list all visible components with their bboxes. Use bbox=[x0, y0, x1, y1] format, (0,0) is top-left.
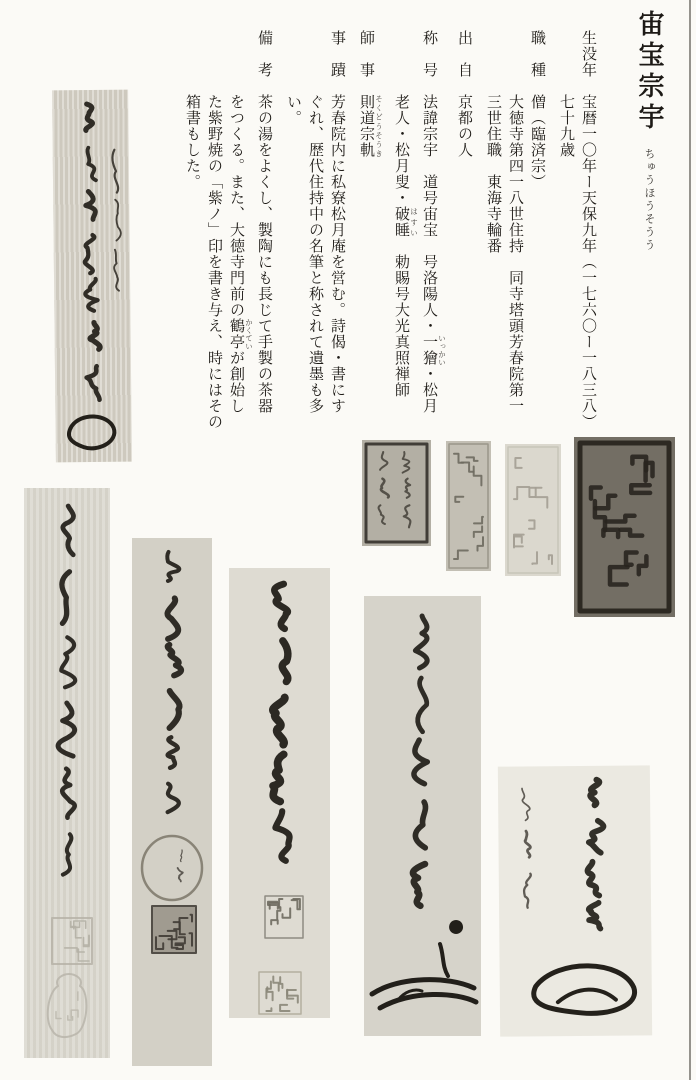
page-title-reading: ちゅうほうそうう bbox=[643, 148, 656, 252]
entry-heading bbox=[631, 10, 668, 252]
entry-column: 三世住職 東海寺輪番 bbox=[485, 94, 503, 254]
entry-column: をつくる。また、大徳寺門前の鶴亭かくていが創始し bbox=[228, 94, 254, 414]
entry-column: た紫野焼の「紫ノ」印を書き与え、時にはその bbox=[206, 94, 224, 430]
calligraphy-scroll-2 bbox=[132, 538, 212, 1066]
entry-column: 称 号 法諱宗宇 道号宙宝 号洛陽人・一獪いっかい・松月 bbox=[421, 30, 447, 414]
box-inscription-image bbox=[52, 90, 132, 463]
calligraphy-scroll-1 bbox=[24, 488, 110, 1058]
page-edge-line bbox=[689, 0, 691, 1080]
calligraphy-scroll-4 bbox=[364, 596, 481, 1036]
seal-strokes bbox=[446, 441, 491, 571]
entry-column: い。 bbox=[285, 94, 303, 126]
entry-column: 老人・松月叟・破睡はすい 勅賜号大光真照禅師 bbox=[393, 94, 419, 398]
calligraphy-scroll-3 bbox=[229, 568, 330, 1018]
seal-strokes bbox=[362, 440, 431, 546]
seal-impression-3 bbox=[505, 444, 561, 576]
seal-strokes bbox=[505, 444, 561, 576]
entry-column: 生没年 宝暦一〇年ー天保九年（一七六〇ー一八三八） bbox=[580, 30, 598, 430]
entry-column: 七十九歳 bbox=[558, 94, 576, 158]
seal-impression-1 bbox=[362, 440, 431, 546]
seal-strokes bbox=[574, 437, 675, 617]
brush-calligraphy bbox=[229, 568, 330, 1018]
brush-calligraphy bbox=[498, 765, 652, 1036]
entry-column: 出 自 京都の人 bbox=[456, 30, 474, 158]
entry-column: 箱書もした。 bbox=[184, 94, 202, 190]
entry-columns bbox=[183, 30, 608, 462]
brush-calligraphy bbox=[52, 90, 132, 463]
brush-calligraphy bbox=[24, 488, 110, 1058]
page-title: 宙宝宗宇 bbox=[634, 10, 664, 134]
brush-calligraphy bbox=[132, 538, 212, 1066]
entry-column: 師 事 則道宗軌そくどうそうき bbox=[358, 30, 384, 158]
entry-column: 事 蹟 芳春院内に私寮松月庵を営む。詩偈・書にす bbox=[329, 30, 347, 414]
entry-column: 大徳寺第四一八世住持 同寺塔頭芳春院第一 bbox=[507, 94, 525, 414]
brush-calligraphy bbox=[364, 596, 481, 1036]
entry-column: 備 考 茶の湯をよくし、製陶にも長じて手製の茶器 bbox=[256, 30, 274, 414]
entry-column: ぐれ、歴代住持中の名筆と称されて遺墨も多 bbox=[307, 94, 325, 414]
seal-impression-2 bbox=[446, 441, 491, 571]
seal-impression-4 bbox=[574, 437, 675, 617]
calligraphy-scroll-5 bbox=[498, 765, 652, 1036]
entry-column: 職 種 僧（臨済宗） bbox=[529, 30, 547, 190]
